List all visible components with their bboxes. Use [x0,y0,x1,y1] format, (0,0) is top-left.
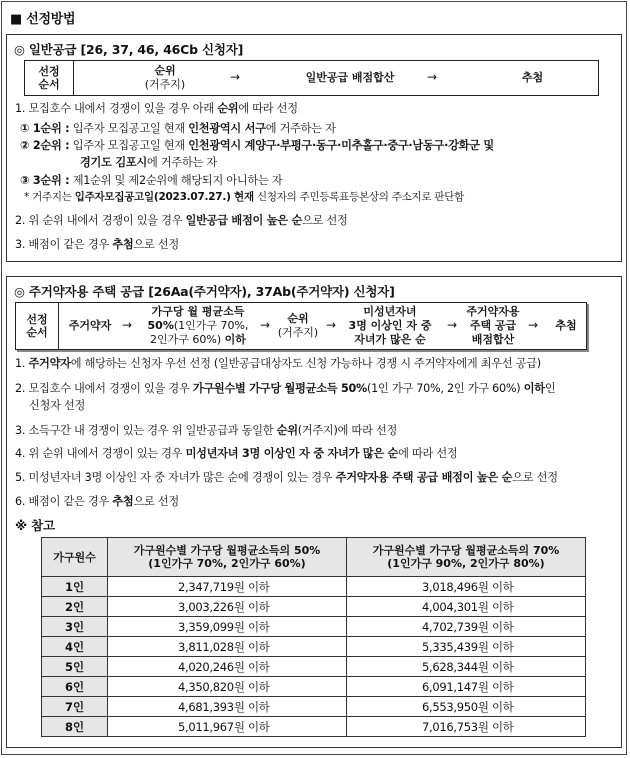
vulnerable-item-5: 5. 미성년자녀 3명 이상인 자 중 자녀가 많은 순에 경쟁이 있는 경우 주거약자용 주택 공급 배점이 높은 순으로 선정 [15,471,558,484]
arrow-icon: → [528,318,539,332]
flow-label [25,61,74,95]
flow-step-score: 일반공급 배점합산 [305,71,395,84]
table-row: 3인 3,359,099원 이하 4,702,739원 이하 [42,617,586,637]
general-item-1: 1. 모집호수 내에서 경쟁이 있을 경우 아래 순위에 따라 선정 [15,102,298,115]
general-supply-title: ◎ 일반공급 [26, 37, 46, 46Cb 신청자] [14,42,244,57]
vulnerable-item-6: 6. 배점이 같은 경우 추첨으로 선정 [15,495,179,508]
arrow-icon: → [230,70,241,84]
table-row: 6인 4,350,820원 이하 6,091,147원 이하 [42,677,586,697]
flow-label-line1: 선정 [26,313,48,326]
vulnerable-item-4: 4. 위 순위 내에서 경쟁이 있는 경우 미성년자녀 3명 이상인 자 중 자녀가 많은 순에 따라 선정 [15,447,458,460]
vulnerable-item-2-line2: 신청자 선정 [29,399,86,412]
vulnerable-flow-box [15,302,587,350]
flow-step-lottery: 추첨 [521,71,544,84]
table-row: 2인 3,003,226원 이하 4,004,301원 이하 [42,597,586,617]
rank-2: ② 2순위 : 입주자 모집공고일 현재 인천광역시 계양구·부평구·동구·미추홀구·중구·남동구·강화군 및 [20,139,494,152]
flow-label-line1: 선정 [38,65,60,78]
arrow-icon: → [260,318,271,332]
flow-label-line2: 순서 [38,78,60,91]
general-flow-box [24,60,599,96]
general-item-2: 2. 위 순위 내에서 경쟁이 있을 경우 일반공급 배점이 높은 순으로 선정 [15,214,348,227]
table-row: 4인 3,811,028원 이하 5,335,439원 이하 [42,637,586,657]
table-row: 5인 4,020,246원 이하 5,628,344원 이하 [42,657,586,677]
flow-step-vulnerable: 주거약자 [68,319,112,332]
table-row: 7인 4,681,393원 이하 6,553,950원 이하 [42,697,586,717]
page-title: ■ 선정방법 [10,12,76,27]
arrow-icon: → [122,318,133,332]
flow-label [16,303,59,349]
table-header-row [42,538,586,577]
flow-step-rank-title: 순위 [154,64,176,77]
flow-step-rank-sub: (거주지) [144,78,186,91]
col-income-50: 가구원수별 가구당 월평균소득의 50% (1인가구 70%, 2인가구 60%) [108,538,347,577]
vulnerable-item-2: 2. 모집호수 내에서 경쟁이 있을 경우 가구원수별 가구당 월평균소득 50%(1인 가구 70%, 2인 가구 60%) 이하인 [15,382,556,395]
table-row: 1인 2,347,719원 이하 3,018,496원 이하 [42,577,586,597]
arrow-icon: → [326,318,337,332]
general-item-3: 3. 배점이 같은 경우 추첨으로 선정 [15,238,179,251]
residence-note: * 거주지는 입주자모집공고일(2023.07.27.) 현재 신청자의 주민등록표등본상의 주소지로 판단함 [24,191,465,203]
rank-2-line2: 경기도 김포시에 거주하는 자 [80,156,217,169]
rank-3: ③ 3순위 : 제1순위 및 제2순위에 해당되지 아니하는 자 [20,174,283,187]
flow-step-children: 미성년자녀 3명 이상인 자 중 자녀가 많은 순 [348,305,432,346]
arrow-icon: → [427,70,438,84]
flow-label-line2: 순서 [26,326,48,339]
income-table [41,537,586,737]
rank-1: ① 1순위 : 입주자 모집공고일 현재 인천광역시 서구에 거주하는 자 [20,122,336,135]
flow-step-income: 가구당 월 평균소득 50%(1인가구 70%, 2인가구 60%) 이하 [147,305,249,346]
flow-step-rank [125,64,205,92]
col-income-70: 가구원수별 가구당 월평균소득의 70% (1인가구 90%, 2인가구 80%) [347,538,586,577]
vulnerable-item-1: 1. 주거약자에 해당하는 신청자 우선 선정 (일반공급대상자도 신청 가능하나 경쟁 시 주거약자에게 최우선 공급) [15,357,541,370]
vulnerable-item-3: 3. 소득구간 내 경쟁이 있는 경우 위 일반공급과 동일한 순위(거주지)에 따라 선정 [15,424,398,437]
flow-step-lottery: 추첨 [555,319,577,332]
flow-step-vulnerable-score: 주거약자용 주택 공급 배점합산 [466,305,520,346]
reference-title: ※ 참고 [15,518,55,533]
col-household-size: 가구원수 [42,538,108,577]
arrow-icon: → [447,318,458,332]
table-row: 8인 5,011,967원 이하 7,016,753원 이하 [42,717,586,737]
vulnerable-supply-title: ◎ 주거약자용 주택 공급 [26Aa(주거약자), 37Ab(주거약자) 신청자] [14,284,395,299]
flow-step-rank: 순위 (거주지) [277,312,319,339]
